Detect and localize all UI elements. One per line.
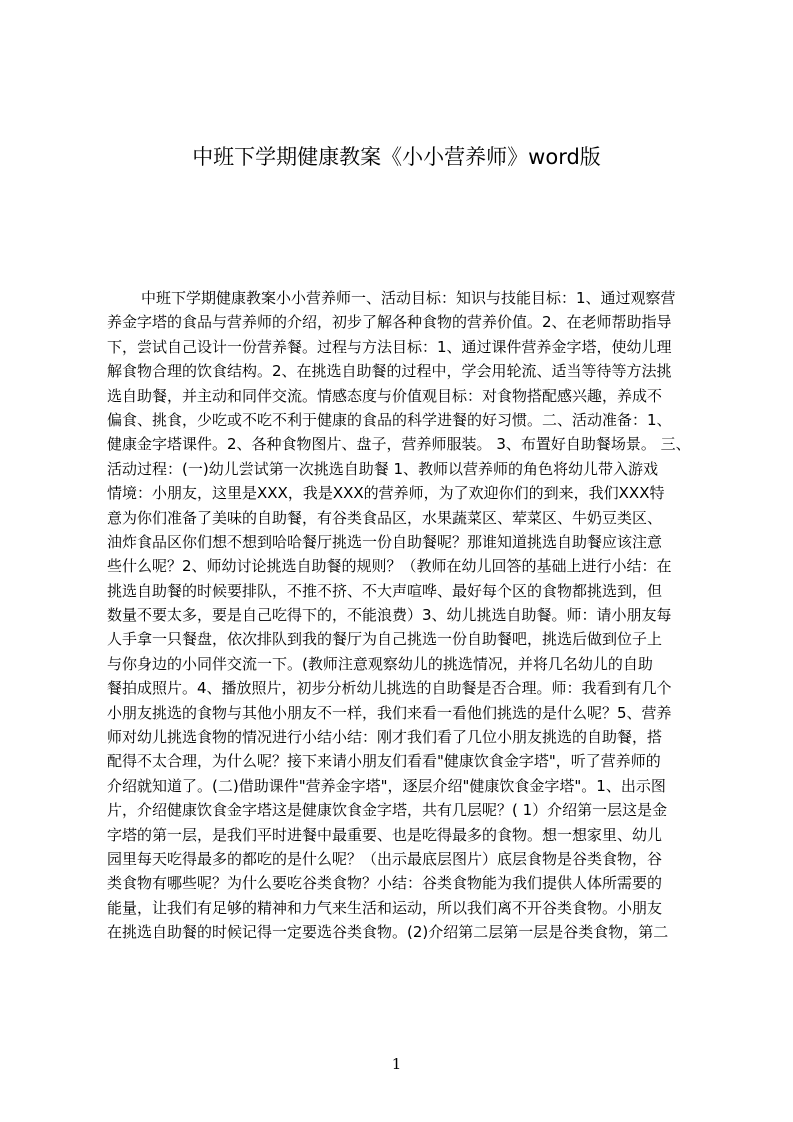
body-line: 园里每天吃得最多的都吃的是什么呢？（出示最底层图片）底层食物是谷类食物，谷 <box>107 849 663 868</box>
body-line: 些什么呢？2、师幼讨论挑选自助餐的规则？（教师在幼儿回答的基础上进行小结：在 <box>107 557 672 576</box>
body-line: 偏食、挑食，少吃或不吃不利于健康的食品的科学进餐的好习惯。二、活动准备：1、 <box>107 410 672 429</box>
page-number: 1 <box>391 1055 402 1073</box>
body-line: 能量，让我们有足够的精神和力气来生活和运动，所以我们离不开谷类食物。小朋友 <box>107 898 663 917</box>
body-line: 下，尝试自己设计一份营养餐。过程与方法目标：1、通过课件营养金字塔，使幼儿理 <box>107 337 672 356</box>
body-line: 解食物合理的饮食结构。2、在挑选自助餐的过程中，学会用轮流、适当等待等方法挑 <box>107 362 672 381</box>
body-line: 意为你们准备了美味的自助餐，有谷类食品区，水果蔬菜区、荤菜区、牛奶豆类区、 <box>107 508 663 527</box>
body-line: 配得不太合理，为什么呢？接下来请小朋友们看看"健康饮食金字塔"，听了营养师的 <box>107 752 661 771</box>
body-line: 字塔的第一层，是我们平时进餐中最重要、也是吃得最多的食物。想一想家里、幼儿 <box>107 825 663 844</box>
body-line: 数量不要太多，要是自己吃得下的，不能浪费）3、幼儿挑选自助餐。师：请小朋友每 <box>107 606 672 625</box>
body-line: 小朋友挑选的食物与其他小朋友不一样，我们来看一看他们挑选的是什么呢？5、营养 <box>107 703 672 722</box>
document-title: 中班下学期健康教案《小小营养师》word版 <box>192 145 601 169</box>
body-line: 餐拍成照片。4、播放照片，初步分析幼儿挑选的自助餐是否合理。师：我看到有几个 <box>107 679 672 698</box>
body-line: 活动过程：(一)幼儿尝试第一次挑选自助餐 1、教师以营养师的角色将幼儿带入游戏 <box>107 459 659 478</box>
body-line: 情境：小朋友，这里是XXX，我是XXX的营养师，为了欢迎你们的到来，我们XXX特 <box>107 484 665 503</box>
body-line: 人手拿一只餐盘，依次排队到我的餐厅为自己挑选一份自助餐吧，挑选后做到位子上 <box>107 630 663 649</box>
body-line: 片，介绍健康饮食金字塔这是健康饮食金字塔，共有几层呢？( 1）介绍第一层这是金 <box>107 801 668 820</box>
body-line: 类食物有哪些呢？为什么要吃谷类食物？小结：谷类食物能为我们提供人体所需要的 <box>107 874 663 893</box>
body-line: 健康金字塔课件。2、各种食物图片、盘子，营养师服装。 3、布置好自助餐场景。 三、 <box>107 435 691 454</box>
body-line: 师对幼儿挑选食物的情况进行小结小结：刚才我们看了几位小朋友挑选的自助餐，搭 <box>107 728 663 747</box>
body-line: 养金字塔的食品与营养师的介绍，初步了解各种食物的营养价值。2、在老师帮助指导 <box>107 313 672 332</box>
document-body <box>107 286 699 958</box>
body-line: 选自助餐，并主动和同伴交流。情感态度与价值观目标：对食物搭配感兴趣，养成不 <box>107 386 663 405</box>
body-line: 挑选自助餐的时候要排队，不推不挤、不大声喧哗、最好每个区的食物都挑选到，但 <box>107 581 663 600</box>
body-line: 中班下学期健康教案小小营养师一、活动目标：知识与技能目标：1、通过观察营 <box>141 289 676 307</box>
body-line: 在挑选自助餐的时候记得一定要选谷类食物。(2)介绍第二层第一层是谷类食物，第二 <box>107 923 669 942</box>
body-line: 介绍就知道了。(二)借助课件"营养金字塔"，逐层介绍"健康饮食金字塔"。1、出示图 <box>107 776 666 795</box>
body-line: 与你身边的小同伴交流一下。(教师注意观察幼儿的挑选情况，并将几名幼儿的自助 <box>107 654 653 673</box>
body-line: 油炸食品区你们想不想到哈哈餐厅挑选一份自助餐呢？那谁知道挑选自助餐应该注意 <box>107 532 663 551</box>
